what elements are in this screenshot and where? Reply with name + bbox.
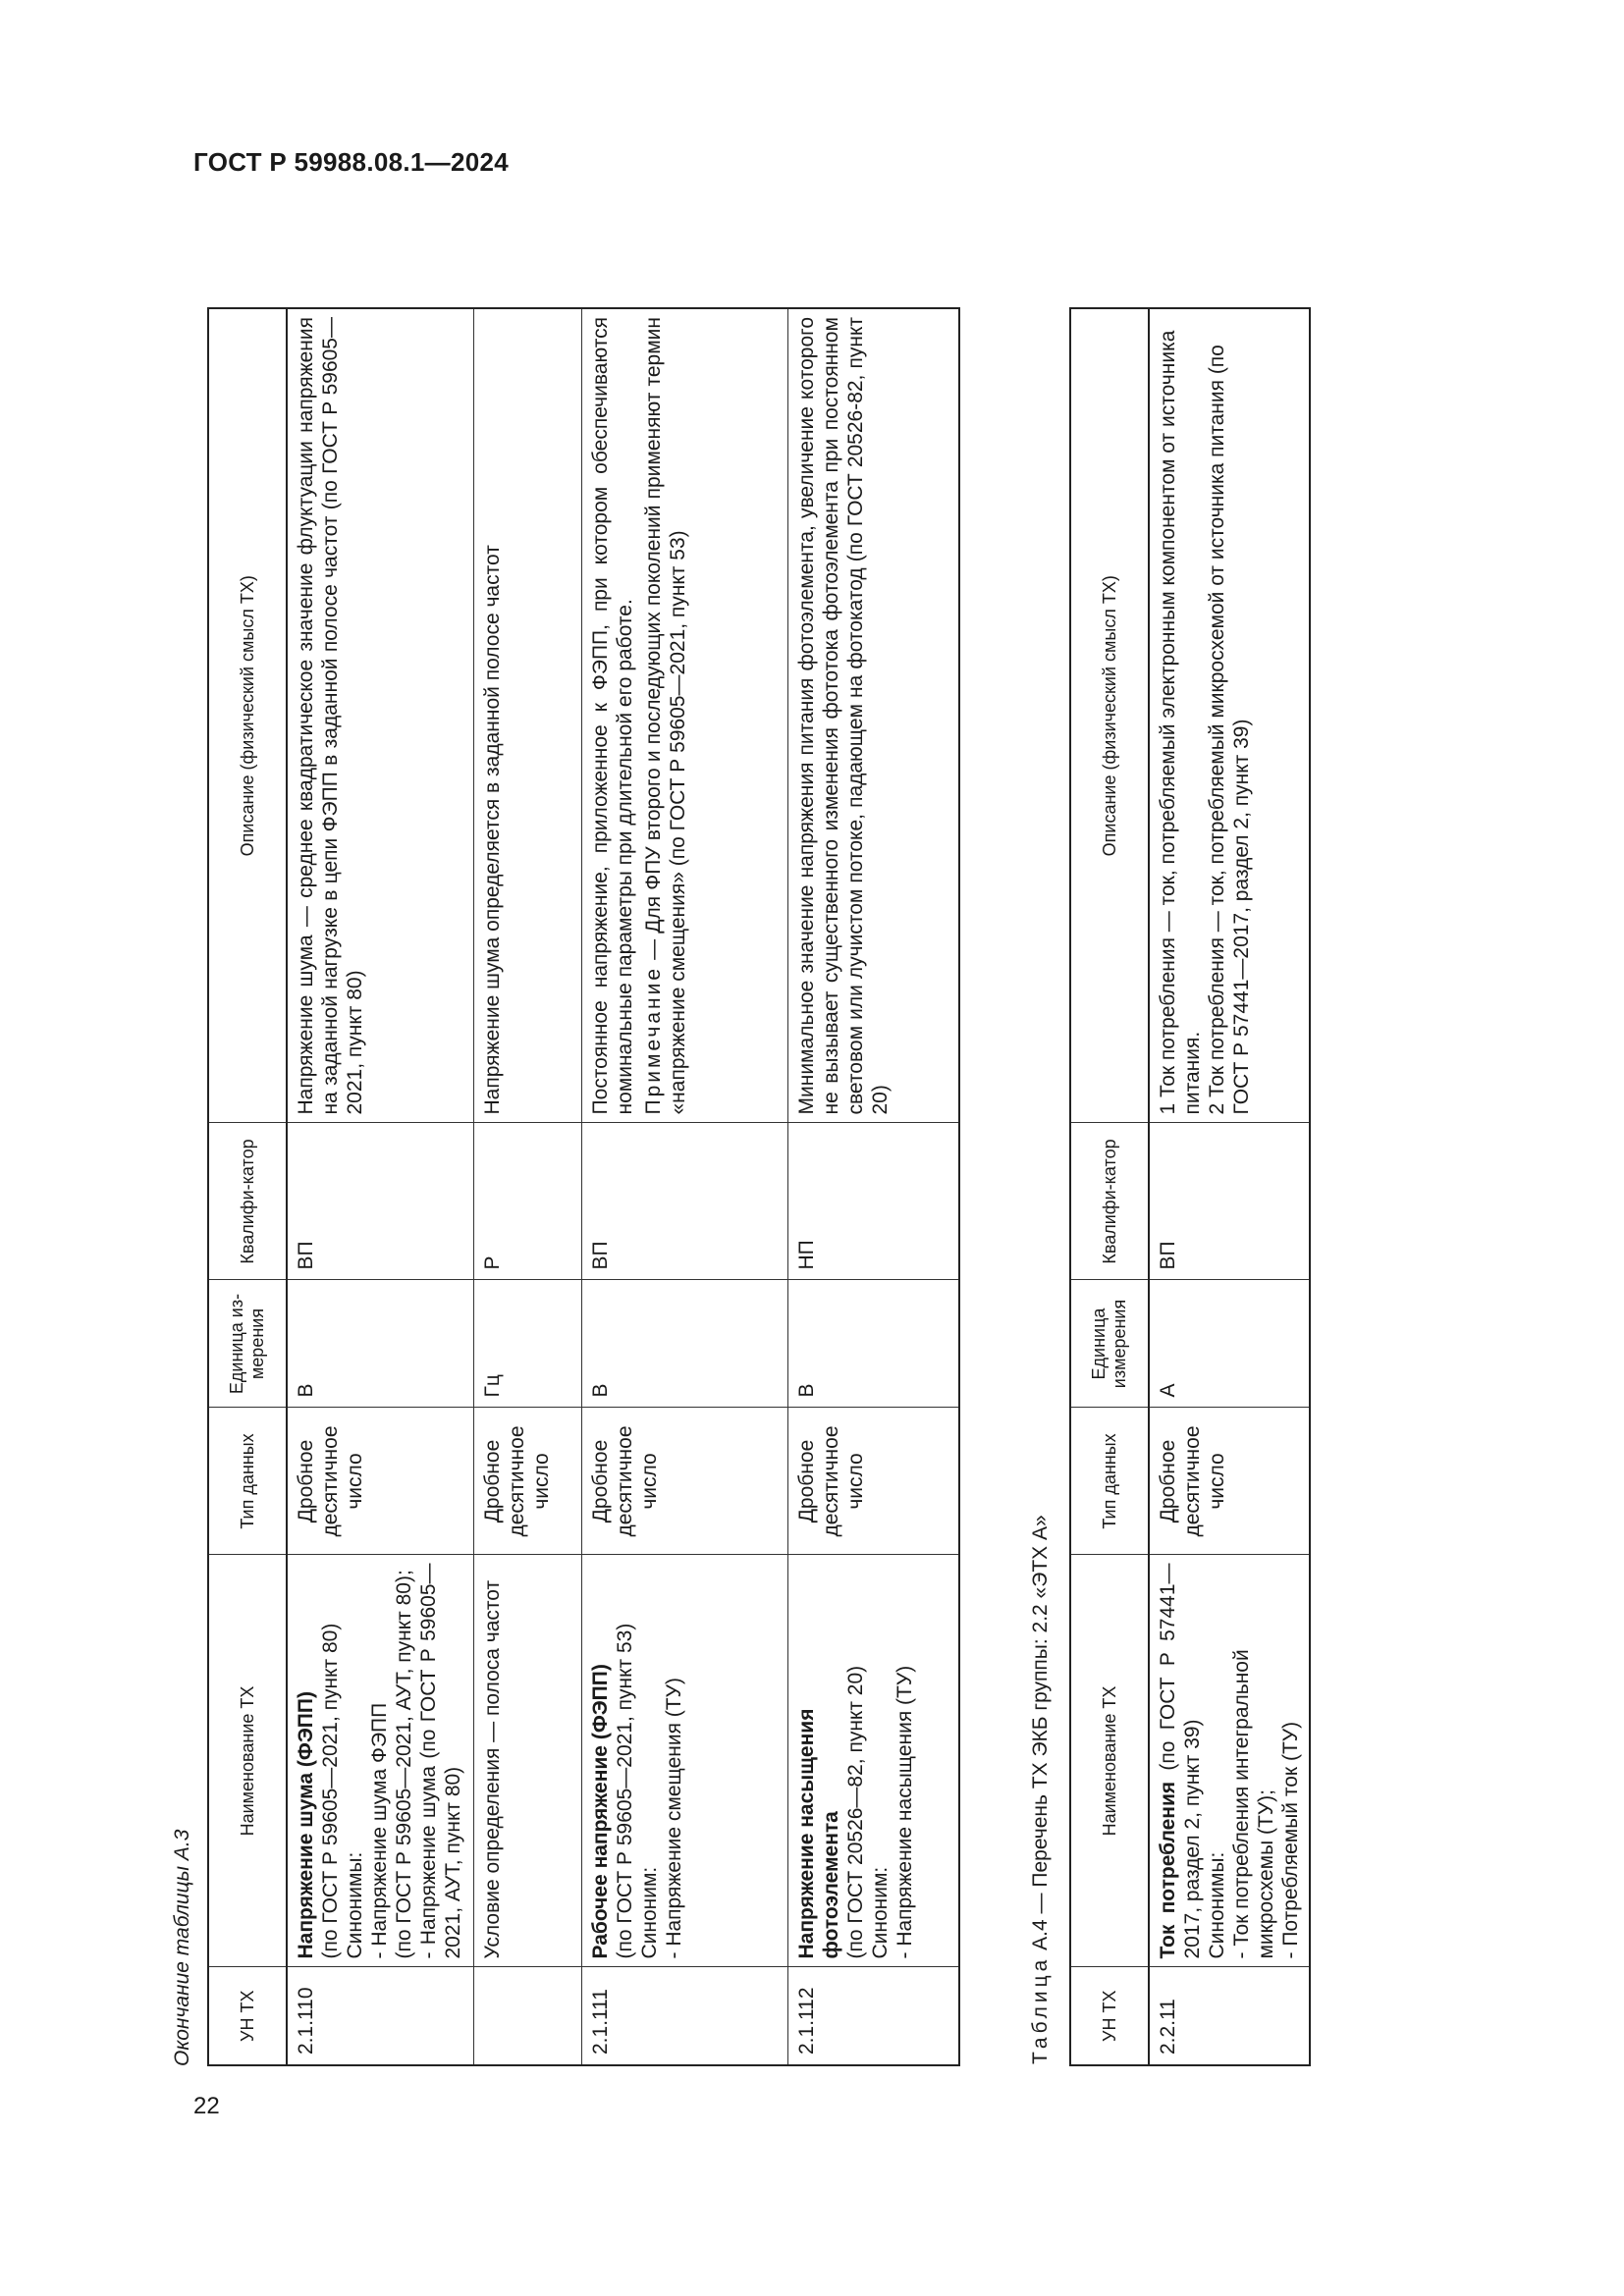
col-header-type: Тип данных: [208, 1408, 287, 1555]
table-a3-continuation-caption: Окончание таблицы А.3: [171, 1829, 193, 2066]
note-text: — Для ФПУ второго и последующих поколений применяют термин «напряжение смещения» (по ГОСТ Р 59605—2021, пункт 53): [641, 317, 689, 1115]
row-name-line: (по ГОСТ Р 59605—2021, пункт 80): [319, 1623, 342, 1959]
table-a4-caption-text: А.4 — Перечень ТХ ЭКБ группы: 2.2 «ЭТХ А»: [1029, 1515, 1052, 1956]
table-row: [287, 308, 473, 2065]
row-description: [1149, 308, 1310, 1123]
row-qualifier: ВП: [287, 1123, 473, 1280]
row-code: 2.1.112: [787, 1967, 959, 2065]
row-name-line: - Напряжение шума ФЭПП: [368, 1702, 391, 1959]
row-name-line: - Напряжение насыщения (ТУ): [893, 1665, 916, 1959]
row-name-line: Синонимы:: [344, 1851, 366, 1959]
row-type: Дробное десятичное число: [581, 1408, 787, 1555]
col-header-type: Тип данных: [1070, 1408, 1149, 1555]
row-type: Дробное десятичное число: [1149, 1408, 1310, 1555]
row-unit: В: [581, 1280, 787, 1408]
row-name-bold: Рабочее напряжение (ФЭПП): [588, 1664, 612, 1959]
row-name-line: (по ГОСТ Р 59605—2021, АУТ, пункт 80);: [393, 1570, 415, 1959]
row-name-ref: (по ГОСТ Р 57441—2017, раздел 2, пункт 39): [1157, 1563, 1204, 1959]
row-name: [1149, 1555, 1310, 1967]
row-unit: В: [787, 1280, 959, 1408]
document-header: ГОСТ Р 59988.08.1—2024: [193, 147, 509, 177]
row-name: [787, 1555, 959, 1967]
row-name-line: - Напряжение шума (по ГОСТ Р 59605—2021, АУТ, пункт 80): [417, 1563, 464, 1959]
table-row: [473, 308, 581, 2065]
table-a4-caption: [1029, 1515, 1053, 2064]
row-code: 2.2.11: [1149, 1967, 1310, 2065]
col-header-unit: Единица из-мерения: [208, 1280, 287, 1408]
table-a4-caption-word: Таблица: [1029, 1955, 1052, 2064]
row-description-note: [641, 317, 690, 1115]
row-description: Напряжение шума — среднее квадратическое значение флуктуации напряжения на заданной нагрузке в цепи ФЭПП в заданной полосе частот (по ГОСТ Р 59605—2021, пункт 80): [287, 308, 473, 1123]
note-label: Примечание: [641, 965, 665, 1115]
row-name-line: - Напряжение смещения (ТУ): [662, 1678, 685, 1959]
table-a3-header-row: [208, 308, 287, 2065]
row-name-bold: Напряжение шума (ФЭПП): [295, 1691, 317, 1959]
row-name-line: Синоним:: [637, 1866, 661, 1959]
row-name: Условие определения — полоса частот: [473, 1555, 581, 1967]
col-header-code: УН ТХ: [208, 1967, 287, 2065]
row-name-line: Синонимы:: [1206, 1851, 1228, 1959]
row-description-line: 1 Ток потребления — ток, потребляемый электронным компонентом от источника питания.: [1157, 330, 1204, 1115]
row-name-bold: Напряжение насыщения фотоэлемента: [794, 1708, 842, 1959]
table-a4-header-row: [1070, 308, 1149, 2065]
row-type: Дробное десятичное число: [473, 1408, 581, 1555]
row-type: Дробное десятичное число: [787, 1408, 959, 1555]
table-row: [581, 308, 787, 2065]
table-row: [787, 308, 959, 2065]
row-type: Дробное десятичное число: [287, 1408, 473, 1555]
row-code: 2.1.111: [581, 1967, 787, 2065]
row-description: [581, 308, 787, 1123]
col-header-qualifier: Квалифи-катор: [1070, 1123, 1149, 1280]
page-number: 22: [193, 2093, 220, 2119]
row-name-bold: Ток потребления: [1157, 1781, 1179, 1959]
row-description: Напряжение шума определяется в заданной полосе частот: [473, 308, 581, 1123]
row-name: [581, 1555, 787, 1967]
row-qualifier: ВП: [1149, 1123, 1310, 1280]
col-header-description: Описание (физический смысл ТХ): [208, 308, 287, 1123]
row-name-line: - Ток потребления интегральной микросхемы (ТУ);: [1230, 1649, 1277, 1959]
row-code: 2.1.110: [287, 1967, 473, 2065]
col-header-unit: Единица измерения: [1070, 1280, 1149, 1408]
table-a3: [207, 307, 960, 2066]
row-description: Минимальное значение напряжения питания фотоэлемента, увеличение которого не вызывает существенного изменения фототока фотоэлемента при постоянном световом или лучистом потоке, падающем на фотокатод (по ГОСТ 20526-82, пункт 20): [787, 308, 959, 1123]
row-description-line: 2 Ток потребления — ток, потребляемый микросхемой от источника питания (по ГОСТ Р 57441—2017, раздел 2, пункт 39): [1206, 345, 1253, 1115]
row-name-line: - Потребляемый ток (ТУ): [1279, 1721, 1302, 1959]
row-unit: В: [287, 1280, 473, 1408]
row-name-first-line: [1156, 1564, 1205, 1959]
row-qualifier: ВП: [581, 1123, 787, 1280]
col-header-qualifier: Квалифи-катор: [208, 1123, 287, 1280]
table-row: [1149, 308, 1310, 2065]
row-unit: А: [1149, 1280, 1310, 1408]
row-description-text: Постоянное напряжение, приложенное к ФЭПП, при котором обеспечиваются номинальные параметры при длительной его работе.: [588, 317, 636, 1115]
rotated-page-content: [171, 93, 1329, 2076]
col-header-name: Наименование ТХ: [208, 1555, 287, 1967]
row-code: [473, 1967, 581, 2065]
col-header-name: Наименование ТХ: [1070, 1555, 1149, 1967]
col-header-description: Описание (физический смысл ТХ): [1070, 308, 1149, 1123]
row-name-line: Синоним:: [868, 1866, 892, 1959]
row-name-line: (по ГОСТ Р 59605—2021, пункт 53): [613, 1623, 636, 1959]
row-qualifier: НП: [787, 1123, 959, 1280]
row-name: [287, 1555, 473, 1967]
row-name-line: (по ГОСТ 20526—82, пункт 20): [843, 1665, 867, 1959]
col-header-code: УН ТХ: [1070, 1967, 1149, 2065]
table-a4: [1069, 307, 1311, 2066]
row-unit: Гц: [473, 1280, 581, 1408]
row-qualifier: Р: [473, 1123, 581, 1280]
